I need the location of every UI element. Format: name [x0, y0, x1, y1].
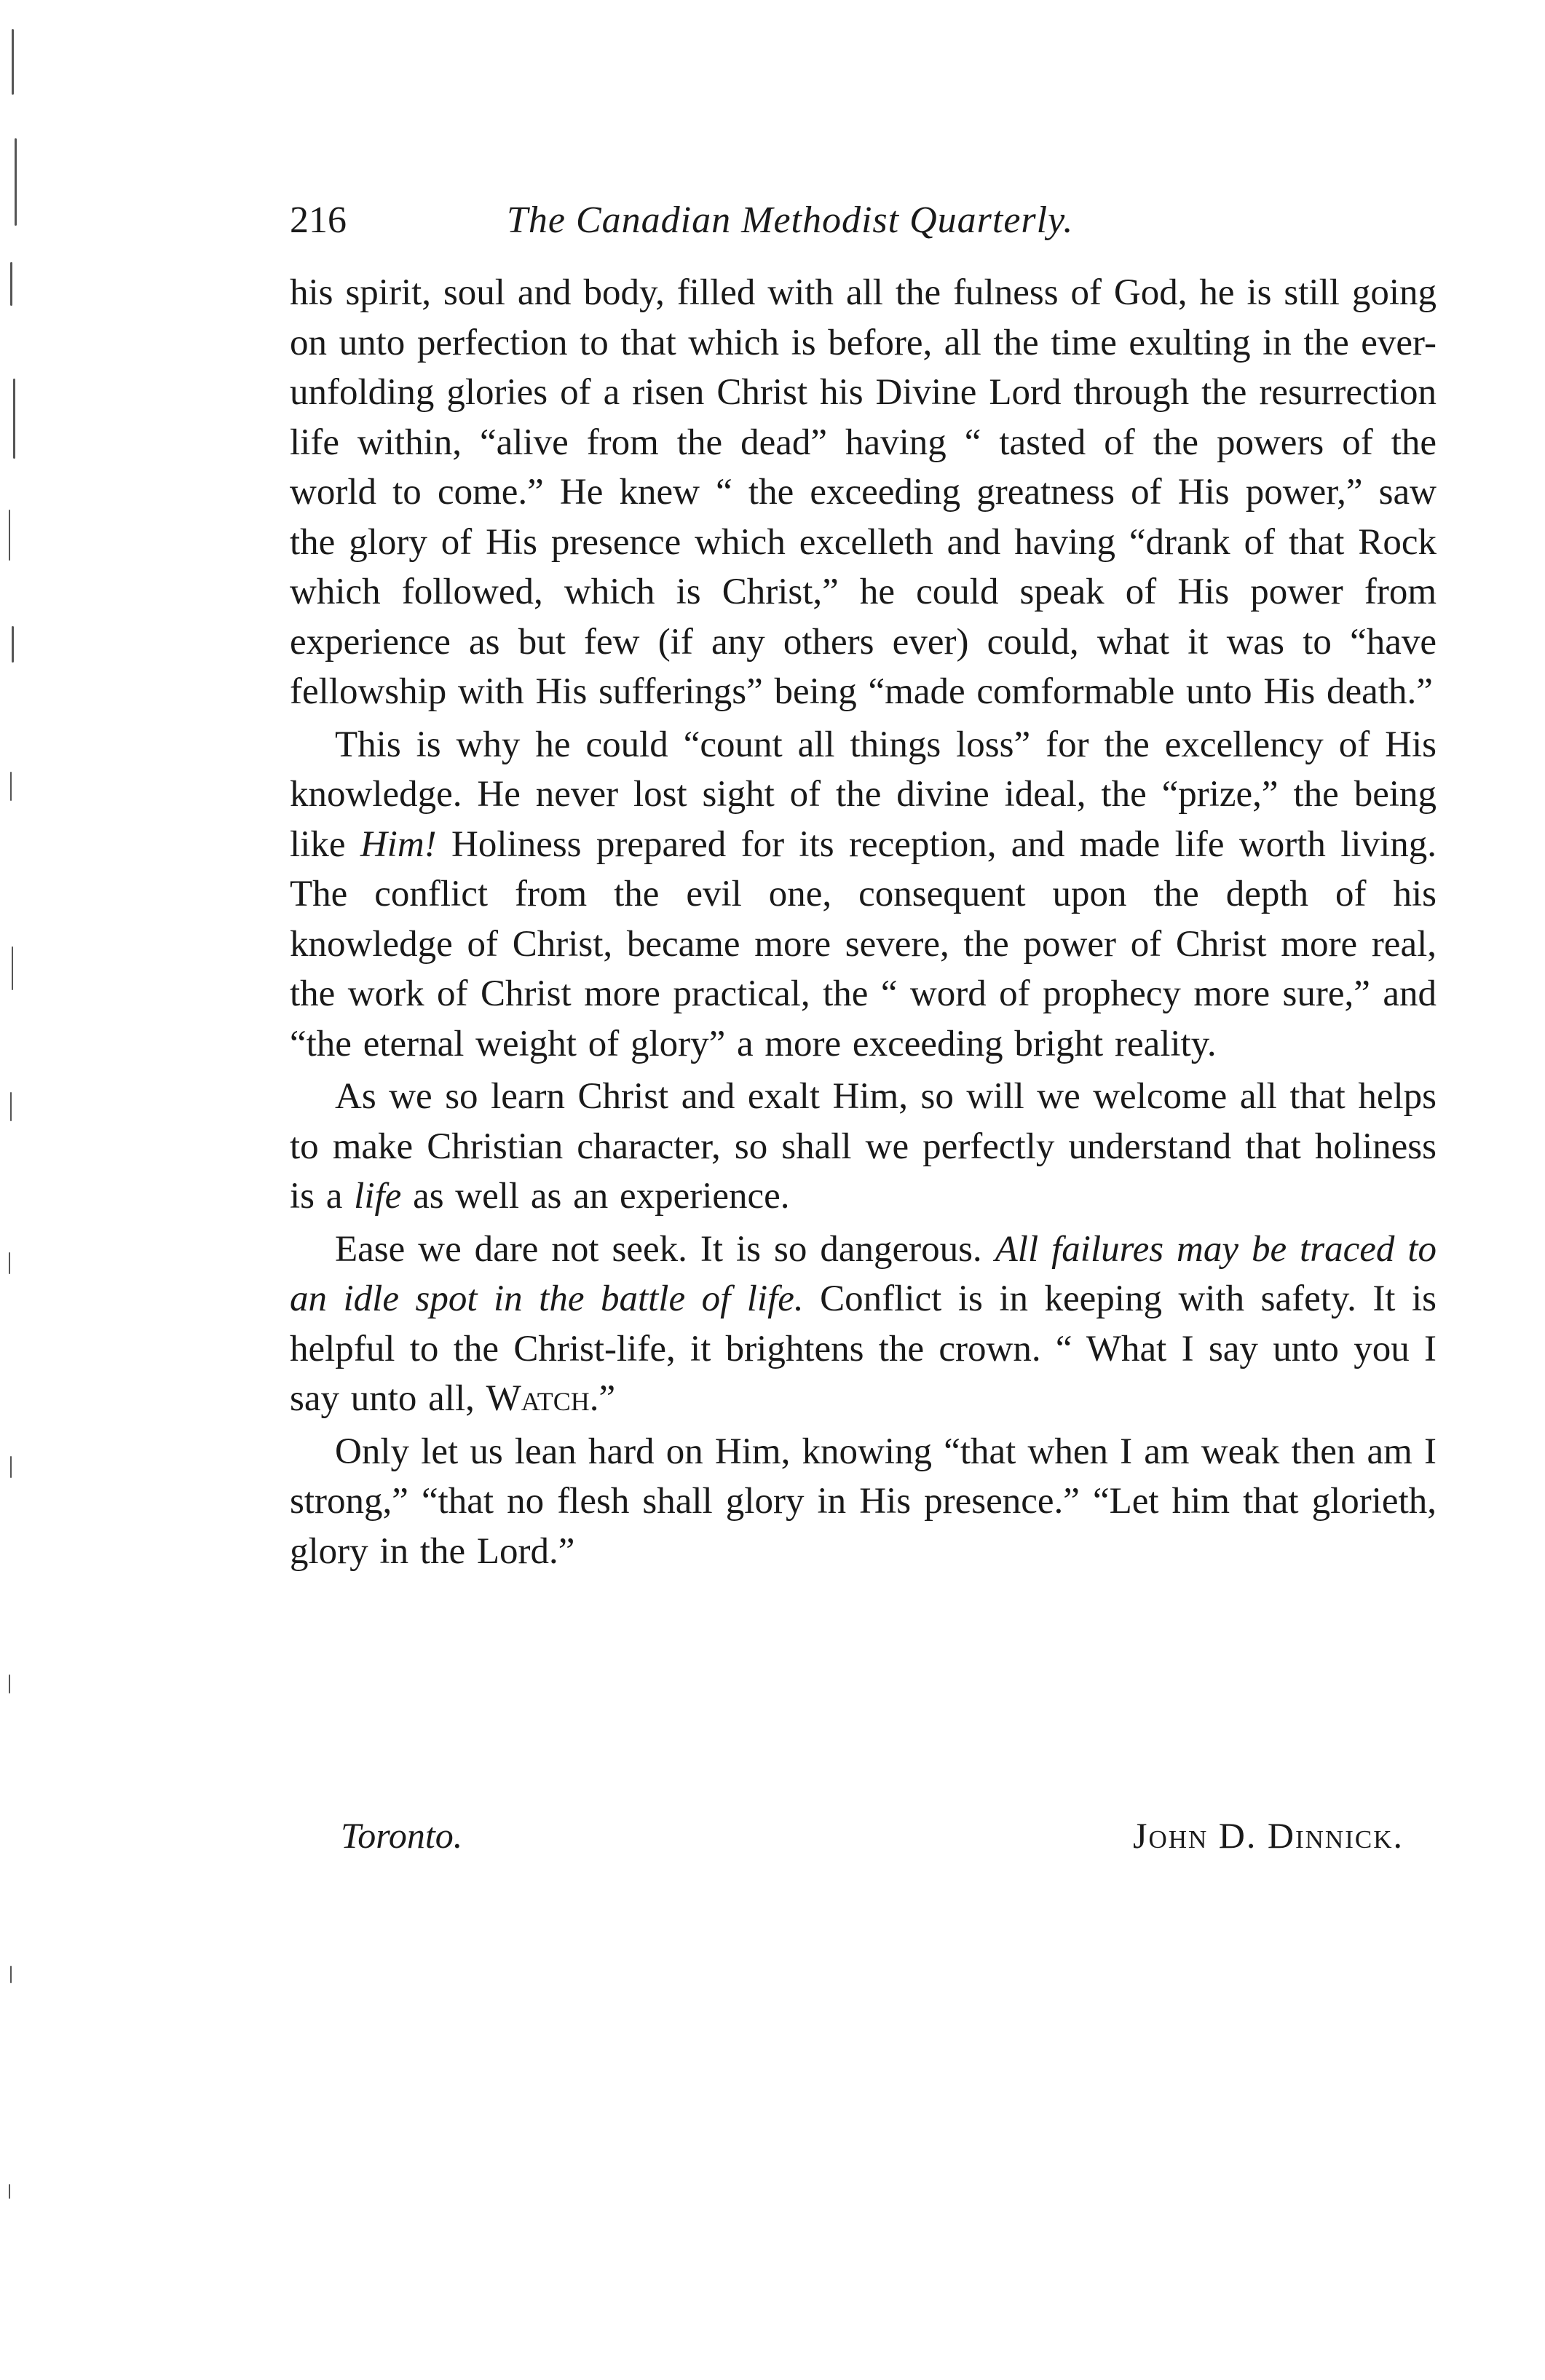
small-caps-text: Watch [486, 1378, 590, 1419]
page-number: 216 [290, 199, 347, 241]
text-run: his spirit, soul and body, filled with all the fulness of God, he is still going on unto perfection to that which is before, all the time exulting in the ever-unfolding glories of a risen Christ his Divine Lord through the resurrection life within, “alive from the dead” having “ tasted of the powers of the world to come.” He knew “ the exceeding greatness of His power,” saw the glory of His presence which excelleth and having “drank of that Rock which followed, which is Christ,” he could speak of His power from experience as but few (if any others ever) could, what it was to “have fellowship with His sufferings” being “made comformable unto His death.” [290, 272, 1437, 712]
text-run: Holiness prepared for its reception, and made life worth living. The conflict from the evil one, consequent upon the depth of his knowledge of Christ, became more severe, the power of Christ more real, the work of Christ more practical, the “ word of prophecy more sure,” and “the eternal weight of glory” a more exceeding bright reality. [290, 823, 1437, 1064]
text-run: Ease we dare not seek. It is so dangerous. [335, 1228, 995, 1270]
paragraph [290, 1225, 1437, 1424]
text-run: Conflict is in keeping with safety. It is helpful to the Christ-life, it brightens the crown. “ What I say unto you I say unto all, [290, 1278, 1437, 1419]
scan-margin-marks [0, 0, 29, 2380]
paragraph [290, 1427, 1437, 1577]
signature-place: Toronto. [341, 1815, 463, 1856]
paragraph [290, 268, 1437, 717]
text-run: .” [589, 1378, 616, 1419]
running-header [290, 195, 1229, 246]
italic-text: life [354, 1176, 402, 1217]
text-run: as well as an experience. [401, 1176, 790, 1217]
running-title: The Canadian Methodist Quarterly. [507, 199, 1074, 241]
italic-text: All failures may be traced to an idle spot in the battle of life. [290, 1228, 1437, 1319]
text-run: As we so learn Christ and exalt Him, so will we welcome all that helps to make Christian character, so shall we perfectly understand that holiness is a [290, 1076, 1437, 1217]
signature-line [341, 1810, 1404, 1861]
text-run: Only let us lean hard on Him, knowing “that when I am weak then am I strong,” “that no flesh shall glory in His presence.” “Let him that glorieth, glory in the Lord.” [290, 1431, 1437, 1572]
signature-author: John D. Dinnick. [1133, 1815, 1404, 1856]
paragraph [290, 720, 1437, 1070]
text-run: This is why he could “count all things loss” for the excellency of His knowledge. He never lost sight of the divine ideal, the “prize,” the being like [290, 724, 1437, 865]
body-text [290, 268, 1437, 1579]
italic-text: Him! [360, 823, 437, 865]
paragraph [290, 1072, 1437, 1222]
